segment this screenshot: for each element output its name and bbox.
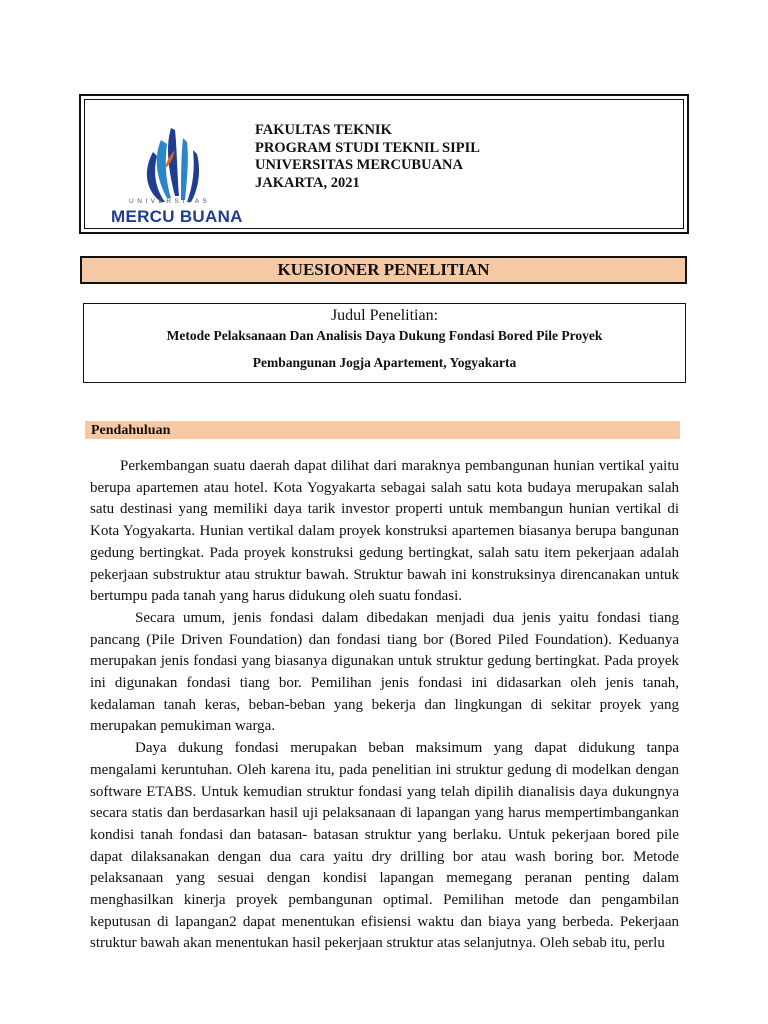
paragraph-2: Secara umum, jenis fondasi dalam dibedakan menjadi dua jenis yaitu fondasi tiang pancang (Pile Driven Foundation) dan fondasi tiang bor (Bored Piled Foundation). Keduanya merupakan jenis fondasi yang biasanya digunakan untuk struktur gedung bertingkat. Pada proyek ini digunakan fondasi tiang bor. Pemilihan jenis fondasi ini didasarkan oleh jenis tanah, kedalaman tanah keras, beban-beban yang bekerja dan lingkungan di sekitar proyek yang merupakan pemukiman warga.: [90, 609, 679, 735]
logo-main-text: MERCU BUANA: [111, 207, 243, 226]
city-year-line: JAKARTA, 2021: [255, 174, 360, 191]
research-title-line-2: Pembangunan Jogja Apartement, Yogyakarta: [252, 355, 517, 370]
faculty-line: FAKULTAS TEKNIK: [255, 122, 392, 138]
header-box: [79, 94, 689, 234]
questionnaire-title-banner: KUESIONER PENELITIAN: [80, 256, 687, 284]
section-body: [90, 456, 679, 955]
logo-small-text: UNIVERSITAS: [129, 198, 211, 205]
research-title-label: Judul Penelitian:: [330, 307, 439, 324]
mercu-buana-logo-icon: [105, 110, 243, 230]
section-heading: Pendahuluan: [85, 421, 680, 439]
research-title-box: [83, 303, 686, 383]
paragraph-3: Daya dukung fondasi merupakan beban maksimum yang dapat didukung tanpa mengalami keruntuhan. Oleh karena itu, pada penelitian ini struktur gedung di modelkan dengan software ETABS. Untuk kemudian struktur fondasi yang telah dipilih dianalisis daya dukungnya secara statis dan berdasarkan hasil uji pelaksanaan di lapangan yang harus mempertimbangankan kondisi tanah fondasi dan batasan- batasan struktur yang berlaku. Untuk pekerjaan bored pile dapat dilaksanakan dengan dua cara yaitu dry drilling bor atau wash boring bor. Metode pelaksanaan yang sesuai dengan kondisi lapangan memegang peranan penting dalam menghasilkan kinerja proyek pembangunan optimal. Pemilihan metode dan pengambilan keputusan di lapangan2 dapat menentukan efisiensi waktu dan biaya yang berbeda. Pekerjaan struktur bawah akan menentukan hasil pekerjaan struktur atas selanjutnya. Oleh sebab itu, perlu: [90, 740, 679, 952]
program-line: PROGRAM STUDI TEKNIL SIPIL: [255, 139, 480, 156]
paragraph-1: Perkembangan suatu daerah dapat dilihat dari maraknya pembangunan hunian vertikal yaitu berupa apartemen atau hotel. Kota Yogyakarta sebagai salah satu kota budaya merupakan salah satu destinasi yang memiliki daya tarik investor properti untuk membangun hunian vertikal di Kota Yogyakarta. Hunian vertikal dalam proyek konstruksi apartemen biasanya berupa bangunan gedung bertingkat. Pada proyek konstruksi gedung bertingkat, salah satu item pekerjaan adalah pekerjaan substruktur atau struktur bawah. Struktur bawah ini konstruksinya direncanakan untuk bertumpu pada tanah yang harus didukung oleh suatu fondasi.: [90, 458, 679, 605]
research-title-line-1: Metode Pelaksanaan Dan Analisis Daya Dukung Fondasi Bored Pile Proyek: [166, 328, 603, 343]
university-line: UNIVERSITAS MERCUBUANA: [255, 157, 463, 173]
header-inner-border: [84, 99, 684, 229]
institution-lines: [255, 122, 480, 192]
